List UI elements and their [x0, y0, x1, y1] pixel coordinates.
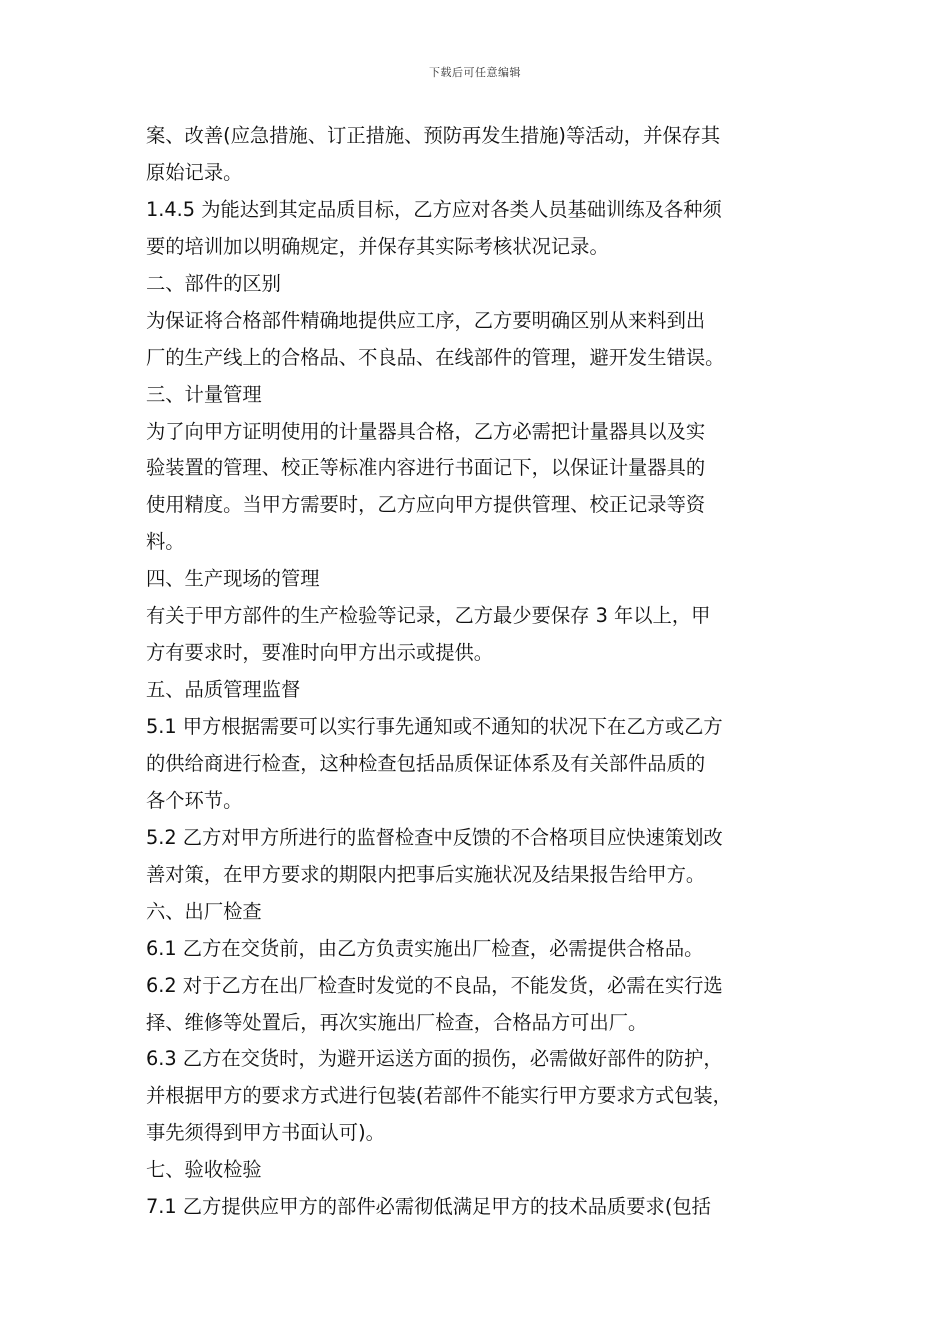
- text-line: 方有要求时，要准时向甲方出示或提供。: [146, 641, 494, 665]
- text-line: 的供给商进行检查，这种检查包括品质保证体系及有关部件品质的: [146, 751, 706, 775]
- text-line: 验装置的管理、校正等标准内容进行书面记下，以保证计量器具的: [146, 456, 706, 480]
- text-line: 料。: [146, 530, 185, 554]
- section-heading: 二、部件的区别: [146, 271, 281, 295]
- text-line: 要的培训加以明确规定，并保存其实际考核状况记录。: [146, 234, 609, 258]
- section-heading: 五、品质管理监督: [146, 678, 301, 702]
- text-line: 择、维修等处置后，再次实施出厂检查，合格品方可出厂。: [146, 1010, 648, 1034]
- text-line: 5.2 乙方对甲方所进行的监督检查中反馈的不合格项目应快速策划改: [146, 825, 723, 849]
- text-line: 7.1 乙方提供应甲方的部件必需彻低满足甲方的技术品质要求(包括: [146, 1195, 711, 1219]
- text-line: 有关于甲方部件的生产检验等记录，乙方最少要保存 3 年以上，甲: [146, 604, 711, 628]
- document-body: [146, 118, 826, 1226]
- text-line: 并根据甲方的要求方式进行包装(若部件不能实行甲方要求方式包装，: [146, 1084, 732, 1108]
- text-line: 1.4.5 为能达到其定品质目标，乙方应对各类人员基础训练及各种须: [146, 197, 722, 221]
- text-line: 案、改善(应急措施、订正措施、预防再发生措施)等活动，并保存其: [146, 124, 721, 147]
- page-header: 下载后可任意编辑: [429, 66, 521, 79]
- text-line: 事先须得到甲方书面认可)。: [146, 1121, 385, 1145]
- text-line: 善对策，在甲方要求的期限内把事后实施状况及结果报告给甲方。: [146, 862, 706, 886]
- section-heading: 三、计量管理: [146, 382, 262, 406]
- text-line: 原始记录。: [146, 160, 243, 184]
- text-line: 6.1 乙方在交货前，由乙方负责实施出厂检查，必需提供合格品。: [146, 936, 704, 960]
- text-line: 各个环节。: [146, 788, 243, 812]
- section-heading: 七、验收检验: [146, 1158, 262, 1182]
- text-line: 使用精度。当甲方需要时，乙方应向甲方提供管理、校正记录等资: [146, 493, 706, 517]
- text-line: 5.1 甲方根据需要可以实行事先通知或不通知的状况下在乙方或乙方: [146, 715, 723, 738]
- text-line: 6.3 乙方在交货时，为避开运送方面的损伤，必需做好部件的防护，: [146, 1047, 723, 1071]
- section-heading: 六、出厂检查: [146, 899, 262, 923]
- text-line: 为保证将合格部件精确地提供应工序，乙方要明确区别从来料到出: [146, 308, 706, 332]
- text-line: 厂的生产线上的合格品、不良品、在线部件的管理，避开发生错误。: [146, 345, 725, 369]
- text-line: 为了向甲方证明使用的计量器具合格，乙方必需把计量器具以及实: [146, 419, 706, 443]
- text-line: 6.2 对于乙方在出厂检查时发觉的不良品，不能发货，必需在实行选: [146, 973, 723, 997]
- section-heading: 四、生产现场的管理: [146, 567, 320, 591]
